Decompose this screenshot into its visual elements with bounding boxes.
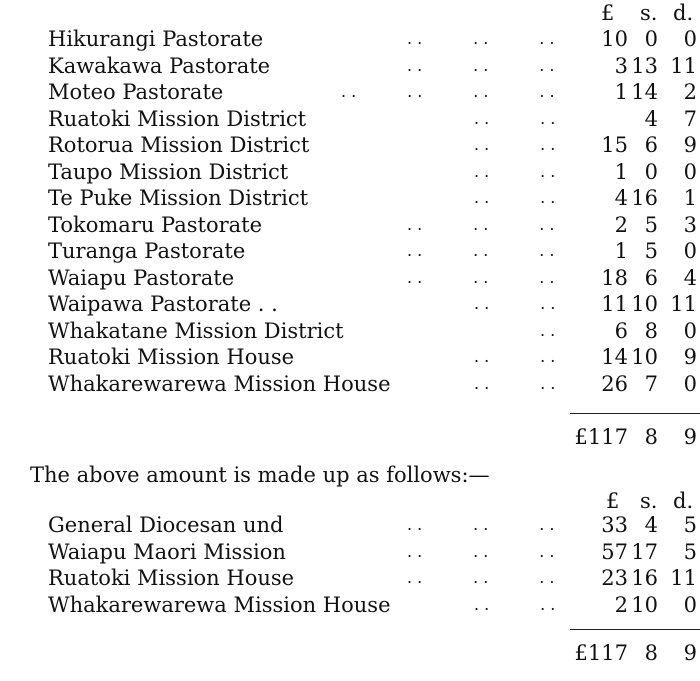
shillings-cell: 10: [631, 345, 658, 369]
shillings-header: s.: [640, 1, 658, 25]
row-label: Rotorua Mission District: [48, 133, 310, 157]
pounds-cell: 23: [601, 566, 628, 590]
shillings-cell: 8: [644, 318, 658, 343]
pounds-cell: 11: [601, 292, 628, 316]
row-label: Whakarewarewa Mission House: [48, 592, 391, 617]
total-shillings: 8: [644, 425, 658, 449]
row-label: Waiapu Pastorate: [48, 265, 235, 290]
row-label: General Diocesan und: [48, 513, 284, 537]
pounds-cell: 15: [601, 133, 628, 157]
shillings-cell: 6: [644, 265, 658, 290]
table-row: [0, 239, 700, 263]
row-label: Ruatoki Mission District: [48, 106, 307, 131]
pounds-cell: 1: [614, 159, 628, 184]
shillings-cell: 10: [631, 292, 658, 316]
pence-cell: 5: [683, 539, 697, 564]
pence-cell: 0: [683, 592, 697, 617]
total-shillings-2: 8: [644, 641, 658, 665]
pence-header: d.: [673, 1, 694, 25]
pence-cell: 11: [670, 292, 697, 316]
leader-dots: . . . . . .: [407, 541, 555, 561]
row-label: Tokomaru Pastorate: [48, 212, 263, 237]
pence-cell: 9: [683, 133, 697, 157]
shillings-cell: 0: [644, 159, 658, 184]
table-row: [0, 345, 700, 369]
table-row: [0, 160, 700, 184]
table-row: [0, 593, 700, 617]
shillings-cell: 7: [644, 371, 658, 396]
shillings-cell: 16: [631, 566, 658, 590]
leader-dots: . . . . . .: [407, 214, 555, 234]
pence-header-2: d.: [673, 489, 694, 513]
total-pounds-2: £117: [574, 641, 628, 665]
leader-dots: . . . .: [474, 347, 556, 366]
shillings-cell: 16: [631, 186, 658, 210]
table-row: [0, 513, 700, 537]
pence-cell: 3: [683, 212, 697, 237]
pence-cell: 2: [683, 80, 697, 104]
leader-dots: . . . . . .: [407, 241, 555, 260]
total-row: [0, 425, 700, 449]
pence-cell: 1: [683, 186, 697, 210]
shillings-header-2: s.: [640, 489, 658, 513]
pounds-cell: 1: [614, 239, 628, 263]
leader-dots: . . . . . .: [407, 29, 555, 48]
leader-dots: . . . .: [474, 294, 556, 313]
leader-dots: . . . .: [474, 135, 556, 154]
shillings-cell: 10: [631, 592, 658, 617]
pence-cell: 7: [683, 106, 697, 131]
pounds-cell: 33: [601, 513, 628, 537]
total-row-2: [0, 641, 700, 665]
pence-cell: 0: [683, 159, 697, 184]
pounds-cell: 57: [601, 539, 628, 564]
shillings-cell: 5: [644, 212, 658, 237]
row-label: Kawakawa Pastorate: [48, 53, 271, 78]
row-label: Waipawa Pastorate . .: [48, 292, 278, 316]
leader-dots: . . . . . .: [407, 568, 555, 587]
shillings-cell: 6: [644, 133, 658, 157]
pounds-cell: 6: [614, 318, 628, 343]
row-label: Turanga Pastorate: [48, 239, 246, 263]
leader-dots: . . . .: [474, 373, 556, 393]
pounds-cell: 2: [614, 212, 628, 237]
leader-dots: . . . .: [474, 188, 556, 207]
row-label: Waiapu Maori Mission: [48, 539, 286, 564]
total-pence: 9: [683, 425, 697, 449]
pounds-cell: 4: [614, 186, 628, 210]
pounds-cell: 26: [601, 371, 628, 396]
intro-text: The above amount is made up as follows:—: [30, 463, 490, 487]
table-row: [0, 266, 700, 290]
pounds-cell: 18: [601, 265, 628, 290]
shillings-cell: 13: [631, 53, 658, 78]
table-row: [0, 80, 700, 104]
pence-cell: 4: [683, 265, 697, 290]
pounds-cell: 14: [601, 345, 628, 369]
leader-dots: . . . .: [474, 108, 556, 128]
total-rule: [570, 413, 700, 414]
table-row: [0, 54, 700, 78]
pence-cell: 11: [670, 566, 697, 590]
leader-dots: . . . . . .: [407, 55, 555, 75]
table-row: [0, 107, 700, 131]
pence-cell: 0: [683, 27, 697, 51]
total-pounds: £117: [574, 425, 628, 449]
table-row: [0, 292, 700, 316]
table-row: [0, 133, 700, 157]
pounds-cell: 2: [614, 592, 628, 617]
table-row: [0, 566, 700, 590]
table-row: [0, 319, 700, 343]
shillings-cell: 14: [631, 80, 658, 104]
row-label: Moteo Pastorate: [48, 80, 224, 104]
leader-dots: . . . . . .: [407, 515, 555, 534]
total-rule-2: [570, 629, 700, 630]
pence-cell: 0: [683, 318, 697, 343]
leader-dots: . . . . . .: [407, 267, 555, 287]
pounds-cell: 1: [614, 80, 628, 104]
pence-cell: 5: [683, 513, 697, 537]
row-label: Ruatoki Mission House: [48, 345, 295, 369]
leader-dots: . . . .: [474, 161, 556, 181]
total-pence-2: 9: [683, 641, 697, 665]
table-row: [0, 372, 700, 396]
table-row: [0, 27, 700, 51]
row-label: Whakarewarewa Mission House: [48, 371, 391, 396]
table-row: [0, 213, 700, 237]
shillings-cell: 5: [644, 239, 658, 263]
leader-dots: . . . .: [474, 594, 556, 614]
pounds-cell: 3: [614, 53, 628, 78]
row-label: Hikurangi Pastorate: [48, 27, 264, 51]
leader-dots: . .: [540, 320, 556, 340]
pence-cell: 11: [670, 53, 697, 78]
leader-dots: . . . . . . . .: [341, 82, 555, 101]
shillings-cell: 17: [631, 539, 658, 564]
shillings-cell: 0: [644, 27, 658, 51]
row-label: Taupo Mission District: [48, 159, 289, 184]
row-label: Ruatoki Mission House: [48, 566, 295, 590]
row-label: Whakatane Mission District: [48, 318, 344, 343]
pence-cell: 9: [683, 345, 697, 369]
shillings-cell: 4: [644, 106, 658, 131]
table-row: [0, 540, 700, 564]
pence-cell: 0: [683, 239, 697, 263]
table-row: [0, 186, 700, 210]
pounds-cell: 10: [601, 27, 628, 51]
pence-cell: 0: [683, 371, 697, 396]
row-label: Te Puke Mission District: [48, 186, 309, 210]
shillings-cell: 4: [644, 513, 658, 537]
pounds-header: £: [601, 1, 615, 25]
pounds-header-2: £: [606, 489, 620, 513]
